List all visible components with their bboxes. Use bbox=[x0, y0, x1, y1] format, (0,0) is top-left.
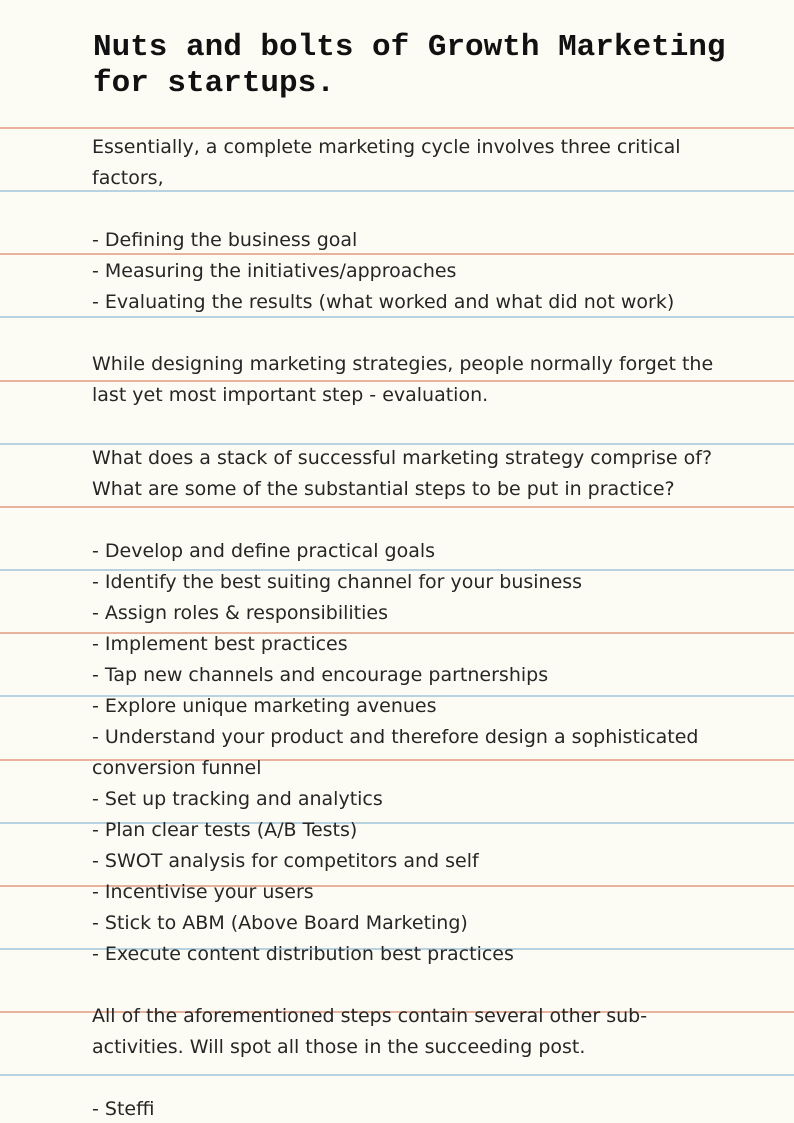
ruled-line bbox=[0, 316, 794, 318]
title-line: Nuts and bolts of Growth Marketing bbox=[93, 30, 726, 65]
step-item: - Tap new channels and encourage partnerships bbox=[92, 664, 549, 686]
step-item: - Stick to ABM (Above Board Marketing) bbox=[92, 912, 468, 934]
step-item: - Incentivise your users bbox=[92, 881, 314, 903]
ruled-line bbox=[0, 253, 794, 255]
factor-item: - Defining the business goal bbox=[92, 229, 358, 251]
question-text: What are some of the substantial steps to be put in practice? bbox=[92, 478, 675, 500]
evaluation-text: While designing marketing strategies, people normally forget the bbox=[92, 353, 714, 375]
factor-item: - Measuring the initiatives/approaches bbox=[92, 260, 457, 282]
intro-text: factors, bbox=[92, 167, 164, 189]
step-item: - Explore unique marketing avenues bbox=[92, 695, 437, 717]
page-title bbox=[93, 30, 773, 102]
ruled-line bbox=[0, 380, 794, 382]
step-item-continuation: conversion funnel bbox=[92, 757, 262, 779]
evaluation-text: last yet most important step - evaluation. bbox=[92, 384, 489, 406]
title-line: for startups. bbox=[93, 66, 335, 101]
closing-text: All of the aforementioned steps contain several other sub- bbox=[92, 1005, 648, 1027]
step-item: - Implement best practices bbox=[92, 633, 348, 655]
step-item: - Plan clear tests (A/B Tests) bbox=[92, 819, 358, 841]
step-item: - Set up tracking and analytics bbox=[92, 788, 383, 810]
question-text: What does a stack of successful marketing strategy comprise of? bbox=[92, 447, 713, 469]
step-item: - SWOT analysis for competitors and self bbox=[92, 850, 479, 872]
intro-text: Essentially, a complete marketing cycle involves three critical bbox=[92, 136, 681, 158]
step-item: - Assign roles & responsibilities bbox=[92, 602, 388, 624]
step-item: - Execute content distribution best practices bbox=[92, 943, 514, 965]
signature: - Steffi bbox=[92, 1098, 155, 1120]
factor-item: - Evaluating the results (what worked and what did not work) bbox=[92, 291, 675, 313]
step-item: - Identify the best suiting channel for your business bbox=[92, 571, 583, 593]
ruled-line bbox=[0, 127, 794, 129]
ruled-line bbox=[0, 1074, 794, 1076]
ruled-line bbox=[0, 443, 794, 445]
step-item: - Develop and define practical goals bbox=[92, 540, 436, 562]
ruled-line bbox=[0, 190, 794, 192]
closing-text: activities. Will spot all those in the succeeding post. bbox=[92, 1036, 586, 1058]
step-item: - Understand your product and therefore design a sophisticated bbox=[92, 726, 699, 748]
ruled-line bbox=[0, 506, 794, 508]
